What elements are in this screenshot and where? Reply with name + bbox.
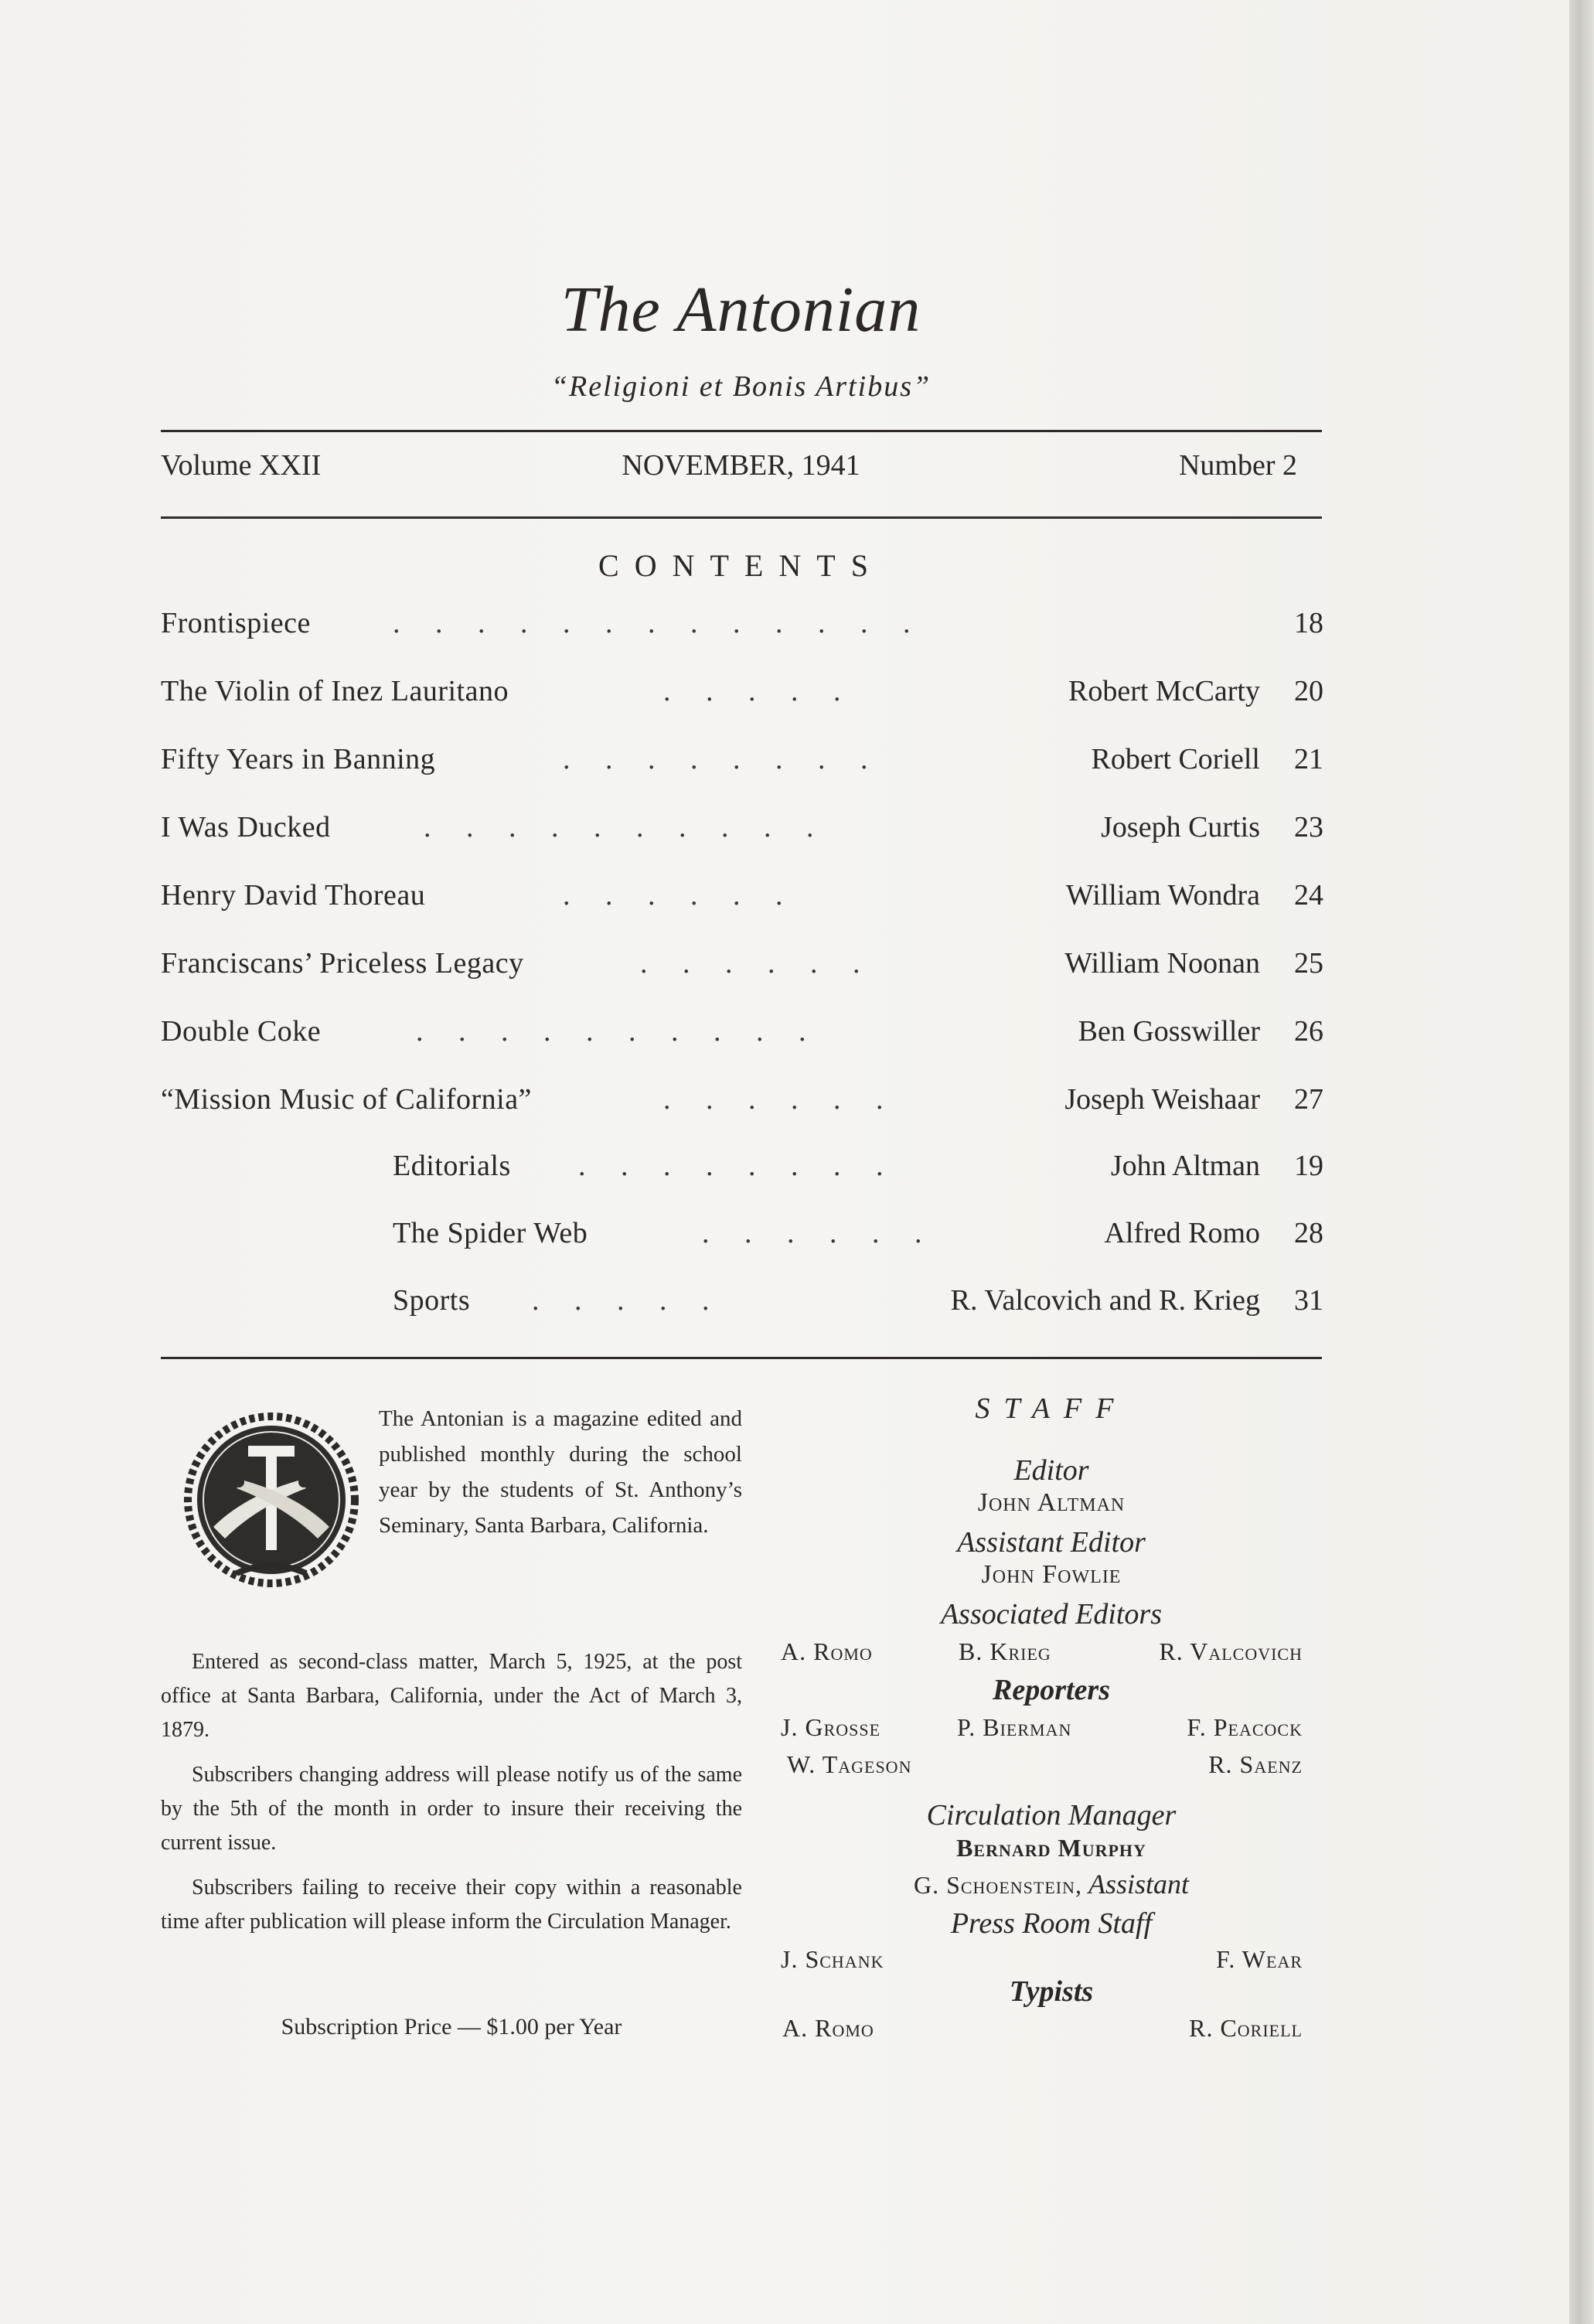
- typists-label: Typists: [1009, 1975, 1094, 2008]
- reporter: R. Saenz: [1208, 1750, 1303, 1778]
- circulation-manager-name: Bernard Murphy: [956, 1834, 1146, 1862]
- address-change-note: Subscribers changing address will please notify us of the same by the 5th of the month in order to insure their receiving the current issue.: [161, 1763, 742, 1855]
- toc-leader: . . . . . . . .: [578, 1150, 897, 1182]
- toc-leader: . . . . . . . . . .: [416, 1015, 820, 1048]
- toc-page: 27: [1294, 1083, 1323, 1116]
- editor-label: Editor: [1013, 1454, 1089, 1487]
- reporter: F. Peacock: [1187, 1713, 1303, 1741]
- toc-author: Ben Gosswiller: [1078, 1015, 1260, 1048]
- toc-entry: [161, 1216, 1323, 1263]
- toc-page: 28: [1294, 1217, 1323, 1249]
- toc-page: 21: [1294, 743, 1323, 775]
- toc-leader: . . . . . . . . . .: [424, 811, 828, 843]
- circulation-assistant-name: G. Schoenstein,: [913, 1871, 1082, 1899]
- associated-editors-label: Associated Editors: [940, 1598, 1163, 1631]
- associated-editor: R. Valcovich: [1159, 1637, 1303, 1665]
- magazine-description: The Antonian is a magazine edited and published monthly during the school year by the students of St. Anthony’s Seminary, Santa Barbara, California.: [379, 1406, 742, 1538]
- volume-label: Volume XXII: [161, 449, 322, 482]
- toc-title: Franciscans’ Priceless Legacy: [161, 947, 524, 980]
- toc-title: Frontispiece: [161, 607, 311, 639]
- toc-page: 31: [1294, 1284, 1323, 1317]
- toc-leader: . . . . . .: [702, 1217, 936, 1249]
- associated-editor: A. Romo: [781, 1637, 873, 1665]
- toc-entry: [161, 810, 1323, 857]
- issue-date: NOVEMBER, 1941: [622, 449, 860, 482]
- toc-author: William Noonan: [1064, 947, 1260, 980]
- page-edge: [1569, 0, 1594, 2324]
- toc-entry: [161, 742, 1323, 789]
- toc-title: “Mission Music of California”: [161, 1083, 532, 1116]
- contents-rule: [161, 1357, 1322, 1359]
- toc-author: Joseph Weishaar: [1064, 1083, 1260, 1116]
- toc-title: Editorials: [393, 1150, 511, 1182]
- toc-title: The Violin of Inez Lauritano: [161, 675, 509, 707]
- toc-leader: . . . . . .: [640, 947, 874, 980]
- toc-entry: [161, 606, 1323, 653]
- mailing-notes: [161, 1645, 742, 1939]
- toc-page: 19: [1294, 1150, 1323, 1182]
- circulation-assistant-role: Assistant: [1088, 1869, 1190, 1900]
- toc-entry: [161, 878, 1323, 925]
- toc-page: 25: [1294, 947, 1323, 980]
- reporter: J. Grosse: [781, 1713, 881, 1741]
- toc-entry: [161, 1014, 1323, 1061]
- toc-leader: . . . . .: [532, 1284, 724, 1317]
- toc-leader: . . . . . . . .: [563, 743, 882, 775]
- magazine-title: The Antonian: [560, 274, 921, 346]
- toc-author: Joseph Curtis: [1101, 811, 1260, 843]
- reporter: W. Tageson: [787, 1750, 912, 1778]
- toc-title: Double Coke: [161, 1015, 322, 1048]
- reporter: P. Bierman: [957, 1713, 1072, 1741]
- toc-entry: [161, 674, 1323, 721]
- seminary-seal-emblem: [182, 1411, 360, 1589]
- toc-leader: . . . . .: [663, 675, 855, 707]
- staff-heading: STAFF: [975, 1392, 1128, 1425]
- editor-name: John Altman: [977, 1488, 1126, 1517]
- press-room-label: Press Room Staff: [950, 1907, 1153, 1940]
- masthead-rule-bottom: [161, 516, 1322, 519]
- toc-page: 24: [1294, 879, 1323, 912]
- typist: R. Coriell: [1189, 2014, 1303, 2042]
- toc-author: John Altman: [1110, 1150, 1260, 1182]
- subscription-price: Subscription Price — $1.00 per Year: [281, 2014, 622, 2039]
- typist: A. Romo: [782, 2014, 874, 2042]
- toc-author: Robert McCarty: [1068, 675, 1260, 707]
- toc-entry: [161, 1082, 1323, 1129]
- toc-leader: . . . . . . . . . . . . .: [393, 607, 925, 639]
- toc-page: 26: [1294, 1015, 1323, 1048]
- magazine-motto: “Religioni et Bonis Artibus”: [550, 370, 932, 403]
- circulation-assistant: [777, 1868, 1326, 1900]
- toc-author: Alfred Romo: [1104, 1217, 1260, 1249]
- toc-title: Fifty Years in Banning: [161, 743, 436, 775]
- assistant-editor-label: Assistant Editor: [957, 1526, 1146, 1559]
- toc-page: 20: [1294, 675, 1323, 707]
- contents-heading: CONTENTS: [598, 548, 884, 583]
- toc-title: The Spider Web: [393, 1217, 588, 1249]
- toc-title: I Was Ducked: [161, 811, 331, 843]
- toc-author: Robert Coriell: [1091, 743, 1260, 775]
- reporters-label: Reporters: [993, 1674, 1110, 1706]
- issue-number: Number 2: [1178, 449, 1297, 482]
- assistant-editor-name: John Fowlie: [981, 1560, 1122, 1589]
- circulation-manager-label: Circulation Manager: [926, 1799, 1177, 1832]
- toc-page: 18: [1294, 607, 1323, 639]
- toc-leader: . . . . . .: [563, 879, 797, 912]
- postal-entry-note: Entered as second-class matter, March 5, 1925, at the post office at Santa Barbara, California, under the Act of March 3, 1879.: [161, 1650, 742, 1742]
- toc-entry: [161, 1149, 1323, 1195]
- press-room-member: F. Wear: [1216, 1945, 1303, 1973]
- toc-page: 23: [1294, 811, 1323, 843]
- toc-leader: . . . . . .: [663, 1083, 897, 1116]
- toc-author: William Wondra: [1065, 879, 1260, 912]
- toc-title: Henry David Thoreau: [161, 879, 426, 912]
- toc-entry: [161, 1283, 1323, 1330]
- masthead-rule-top: [161, 430, 1322, 432]
- toc-author: R. Valcovich and R. Krieg: [950, 1284, 1260, 1317]
- associated-editor: B. Krieg: [959, 1637, 1051, 1665]
- toc-entry: [161, 946, 1323, 993]
- toc-title: Sports: [393, 1284, 471, 1317]
- missing-copy-note: Subscribers failing to receive their copy within a reasonable time after publication will please inform the Circulation Manager.: [161, 1876, 742, 1934]
- press-room-member: J. Schank: [781, 1945, 884, 1973]
